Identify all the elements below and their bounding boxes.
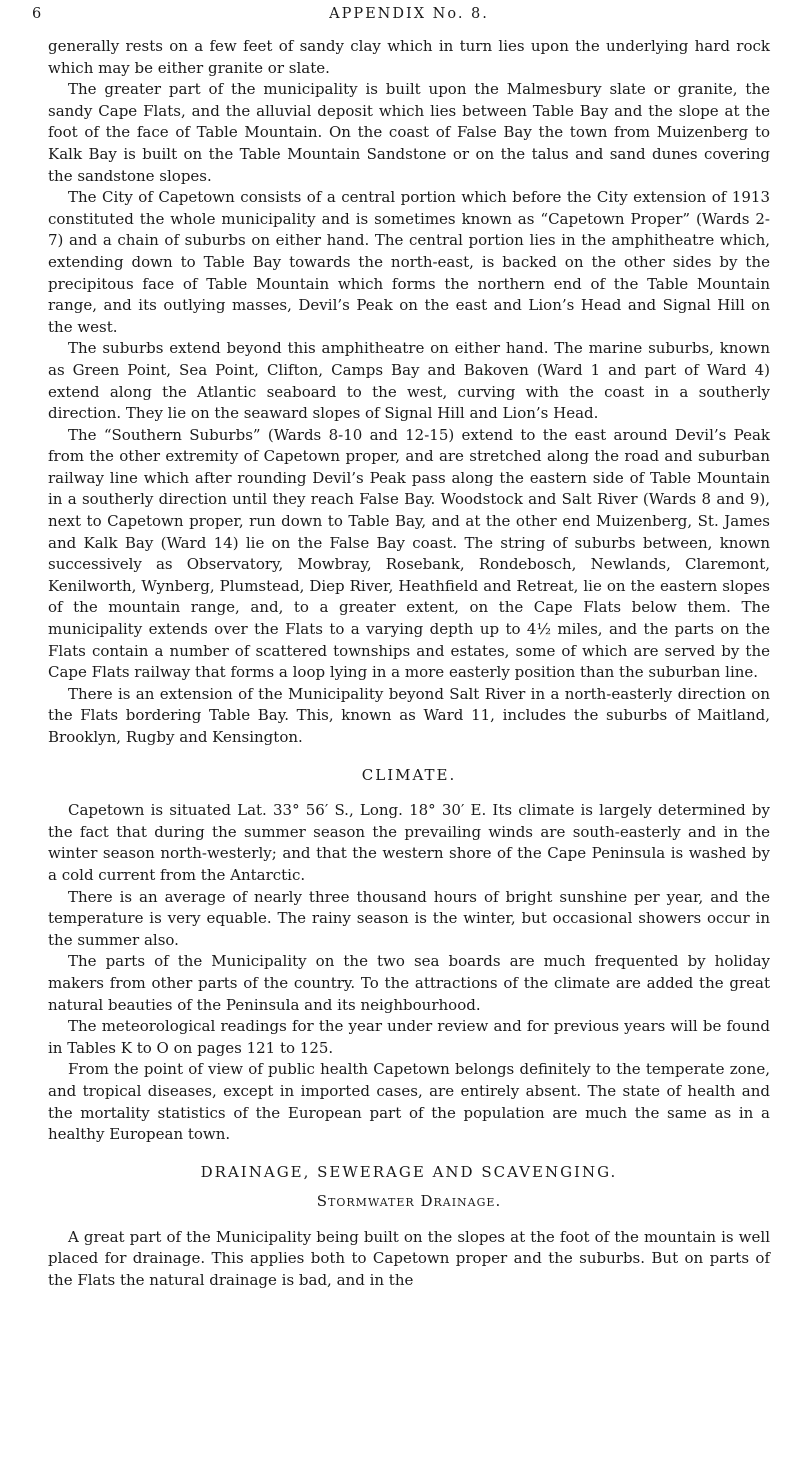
document-body xyxy=(48,36,770,1292)
page-number: 6 xyxy=(32,6,42,22)
paragraph: The meteorological readings for the year under review and for previous years will be found in Tables K to O on pages 121 to 125. xyxy=(48,1017,770,1057)
section-heading-drainage: DRAINAGE, SEWERAGE AND SCAVENGING. xyxy=(200,1162,618,1181)
paragraph: There is an extension of the Municipality beyond Salt River in a north-easterly direction on the Flats bordering Table Bay. This, known as Ward 11, includes the suburbs of Maitland, Brooklyn, Rugby and Kensington. xyxy=(48,684,770,746)
paragraph: From the point of view of public health Capetown belongs definitely to the temperate zone, and tropical diseases, except in imported cases, are entirely absent. The state of health and the mortality statistics of the European part of the population are much the same as in a healthy European town. xyxy=(48,1060,770,1144)
paragraph: The City of Capetown consists of a central portion which before the City extension of 1913 constituted the whole municipality and is sometimes known as “Capetown Proper” (Wards 2-7) and a chain of suburbs on either hand. The central portion lies in the amphitheatre which, extending down to Table Bay towards the north-east, is backed on the other sides by the precipitous face of Table Mountain which forms the northern end of the Table Mountain range, and its outlying masses, Devil’s Peak on the east and Lion’s Head and Signal Hill on the west. xyxy=(48,188,770,336)
page-header xyxy=(32,6,770,36)
paragraph: There is an average of nearly three thousand hours of bright sunshine per year, and the temperature is very equable. The rainy season is the winter, but occasional showers occur in the summer also. xyxy=(48,887,770,949)
paragraph: Capetown is situated Lat. 33° 56′ S., Long. 18° 30′ E. Its climate is largely determined by the fact that during the summer season the prevailing winds are south-easterly and in the winter season north-westerly; and that the western shore of the Cape Peninsula is washed by a cold current from the Antarctic. xyxy=(48,801,770,884)
paragraph: The suburbs extend beyond this amphitheatre on either hand. The marine suburbs, known as Green Point, Sea Point, Clifton, Camps Bay and Bakoven (Ward 1 and part of Ward 4) extend along the Atlantic seaboard to the west, curving with the coast in a southerly direction. They lie on the seaward slopes of Signal Hill and Lion’s Head. xyxy=(48,339,770,423)
paragraph: The “Southern Suburbs” (Wards 8-10 and 12-15) extend to the east around Devil’s Peak from the other extremity of Capetown proper, and are stretched along the road and suburban railway line which after rounding Devil’s Peak pass along the eastern side of Table Mountain in a southerly direction until they reach False Bay. Woodstock and Salt River (Wards 8 and 9), next to Capetown proper, run down to Table Bay, and at the other end Muizenberg, St. James and Kalk Bay (Ward 14) lie on the False Bay coast. The string of suburbs between, known successively as Observatory, Mowbray, Rosebank, Rondebosch, Newlands, Claremont, Kenilworth, Wynberg, Plumstead, Diep River, Heathfield and Retreat, lie on the eastern slopes of the mountain range, and, to a greater extent, on the Cape Flats below them. The municipality extends over the Flats to a varying depth up to 4½ miles, and the parts on the Flats contain a number of scattered townships and estates, some of which are served by the Cape Flats railway that forms a loop lying in a more easterly position than the suburban line. xyxy=(48,425,770,682)
paragraph: The parts of the Municipality on the two sea boards are much frequented by holiday makers from other parts of the country. To the attractions of the climate are added the great natural beauties of the Peninsula and its neighbourhood. xyxy=(48,952,770,1014)
paragraph: The greater part of the municipality is built upon the Malmesbury slate or granite, the sandy Cape Flats, and the alluvial deposit which lies between Table Bay and the slope at the foot of the face of Table Mountain. On the coast of False Bay the town from Muizenberg to Kalk Bay is built on the Table Mountain Sandstone or on the talus and sand dunes covering the sandstone slopes. xyxy=(48,80,770,185)
running-title: APPENDIX No. 8. xyxy=(329,6,489,22)
subsection-heading-stormwater: Stormwater Drainage. xyxy=(316,1192,502,1211)
paragraph: generally rests on a few feet of sandy clay which in turn lies upon the underlying hard rock which may be either granite or slate. xyxy=(48,37,770,77)
document-page xyxy=(32,0,770,1292)
paragraph: A great part of the Municipality being built on the slopes at the foot of the mountain is well placed for drainage. This applies both to Capetown proper and the suburbs. But on parts of the Flats the natural drainage is bad, and in the xyxy=(48,1227,770,1290)
section-heading-climate: CLIMATE. xyxy=(361,765,457,784)
